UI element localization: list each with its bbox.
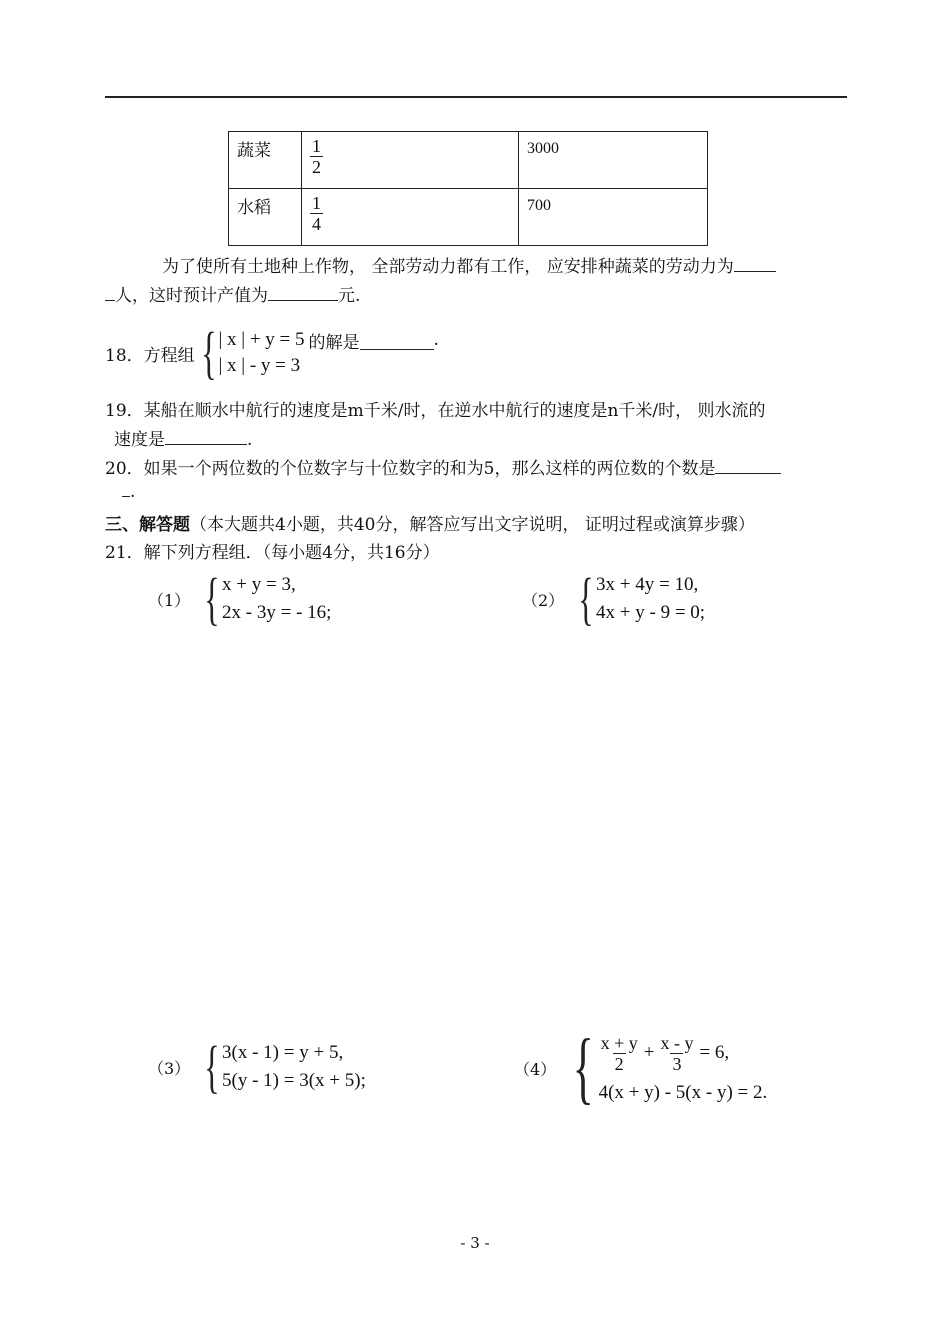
q20-line2: . [122, 482, 135, 502]
fraction: $\frac{x - y}{3}$ [660, 1032, 694, 1074]
q19-line1: 19．某船在顺水中航行的速度是m千米/时，在逆水中航行的速度是n千米/时， 则水流的 [105, 401, 766, 421]
answer-blank[interactable] [122, 495, 130, 497]
crop-name-cell: 蔬菜 [229, 132, 302, 189]
section-heading: 三、解答题（本大题共4小题，共40分，解答应写出文字说明， 证明过程或演算步骤） [105, 515, 755, 535]
answer-blank[interactable] [165, 443, 247, 445]
equation: x + y = 3, [222, 574, 296, 595]
equation: 4(x + y) - 5(x - y) = 2. [598, 1081, 768, 1103]
fraction: $\frac{x + y}{2}$ [600, 1032, 638, 1074]
fraction: $\frac{1}{2}$ [312, 136, 321, 177]
equation: 5(y - 1) = 3(x + 5); [222, 1070, 366, 1091]
equation: 2x - 3y = - 16; [222, 602, 332, 623]
fraction-cell [302, 132, 519, 189]
page-number: - 3 - [460, 1234, 490, 1252]
equation-system [218, 329, 304, 377]
q20-line1: 20．如果一个两位数的个位数字与十位数字的和为5，那么这样的两位数的个数是 [105, 454, 781, 479]
problem-3: （3） { 3(x - 1) = y + 5, 5(y - 1) = 3(x + 5); [148, 1034, 366, 1099]
equation-system [222, 574, 331, 624]
answer-blank[interactable] [105, 299, 115, 301]
equation: | x | - y = 3 [218, 355, 301, 376]
problem-1: （1） { x + y = 3, 2x - 3y = - 16; [148, 566, 332, 631]
brace: { [572, 1024, 594, 1112]
equation-system [222, 1042, 366, 1092]
equation: 4x + y - 9 = 0; [596, 602, 706, 623]
equation: 3x + 4y = 10, [596, 574, 699, 595]
fraction-cell [302, 189, 519, 246]
problem-2: （2） { 3x + 4y = 10, 4x + y - 9 = 0; [522, 566, 706, 631]
answer-blank[interactable] [715, 472, 781, 474]
crop-table [228, 131, 708, 246]
equation-system [596, 574, 705, 624]
table-row [229, 132, 708, 189]
brace: { [204, 1034, 220, 1099]
table-row [229, 189, 708, 246]
brace: { [200, 320, 217, 385]
equation: 3(x - 1) = y + 5, [222, 1042, 344, 1063]
equation: | x | + y = 5 [218, 329, 305, 350]
q17-line1: 为了使所有土地种上作物， 全部劳动力都有工作， 应安排种蔬菜的劳动力为 [162, 252, 776, 277]
header-rule [105, 96, 847, 98]
problem-4: （4） { $\frac{x + y}{2}$ + $\frac{x - y}{3}$ = 6, 4(x + y) - 5(x - y) = 2. [514, 1024, 768, 1112]
value-cell: 700 [519, 189, 708, 246]
q17-line2: 人，这时预计产值为 元. [105, 281, 360, 306]
q21-title: 21．解下列方程组．（每小题4分，共16分） [105, 543, 440, 563]
equation-system [599, 1033, 768, 1104]
q18: 18．方程组 { | x | + y = 5 | x | - y = 3 的解是 . [105, 320, 439, 385]
value-cell: 3000 [519, 132, 708, 189]
brace: { [578, 566, 594, 631]
answer-blank[interactable] [734, 270, 776, 272]
q19-line2: 速度是 . [114, 430, 253, 450]
brace: { [204, 566, 220, 631]
answer-blank[interactable] [268, 299, 338, 301]
fraction: $\frac{1}{4}$ [312, 193, 321, 234]
equation: $\frac{x + y}{2}$ + $\frac{x - y}{3}$ = 6, [600, 1032, 730, 1074]
answer-blank[interactable] [360, 348, 434, 350]
crop-name-cell: 水稻 [229, 189, 302, 246]
